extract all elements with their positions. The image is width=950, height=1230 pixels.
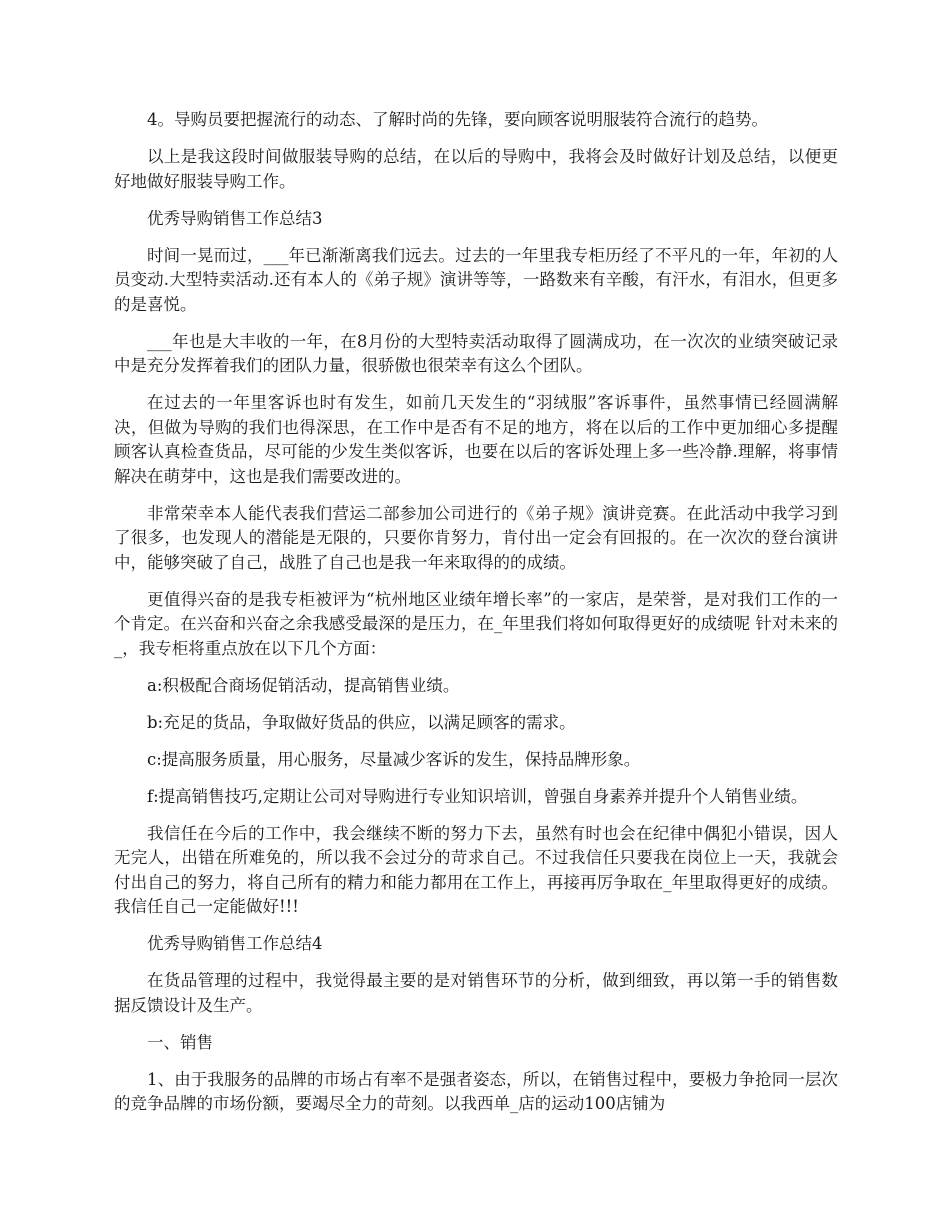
section-heading-4: 优秀导购销售工作总结4	[147, 934, 323, 953]
list-item-c: c:提高服务质量，用心服务，尽量减少客诉的发生，保持品牌形象。	[147, 749, 641, 769]
subheading-sales: 一、销售	[147, 1032, 213, 1052]
list-item-b: b:充足的货品，争取做好货品的供应，以满足顾客的需求。	[147, 712, 576, 732]
paragraph-goods-management: 在货品管理的过程中，我觉得最主要的是对销售环节的分析，做到细致，再以第一手的销售数据反馈设计及生产。	[114, 971, 838, 1015]
paragraph-summary-closing: 以上是我这段时间做服装导购的总结，在以后的导购中，我将会及时做好计划及总结，以便更好地做好服装导购工作。	[114, 147, 838, 191]
paragraph-honor: 更值得兴奋的是我专柜被评为“杭州地区业绩年增长率”的一家店，是荣誉，是对我们工作的一个肯定。在兴奋和兴奋之余我感受最深的是压力，在_年里我们将如何取得更好的成绩呢 针对未来的_，我专柜将重点放在以下几个方面：	[114, 589, 838, 658]
paragraph-harvest-year: ___年也是大丰收的一年，在8月份的大型特卖活动取得了圆满成功，在一次次的业绩突破记录中是充分发挥着我们的团队力量，很骄傲也很荣幸有这么个团队。	[114, 331, 838, 375]
list-item-a: a:积极配合商场促销活动，提高销售业绩。	[147, 675, 460, 695]
document-page	[114, 108, 838, 1129]
paragraph-complaints: 在过去的一年里客诉也时有发生，如前几天发生的“羽绒服”客诉事件，虽然事情已经圆满解决，但做为导购的我们也得深思，在工作中是否有不足的地方，将在以后的工作中更加细心多提醒顾客认真检查货品，尽可能的少发生类似客诉，也要在以后的客诉处理上多一些冷静.理解，将事情解决在萌芽中，这也是我们需要改进的。	[114, 393, 838, 486]
paragraph-sales-point-1: 1、由于我服务的品牌的市场占有率不是强者姿态，所以，在销售过程中，要极力争抢同一层次的竞争品牌的市场份额，要竭尽全力的苛刻。以我西单_店的运动100店铺为	[114, 1069, 838, 1113]
paragraph-confidence: 我信任在今后的工作中，我会继续不断的努力下去，虽然有时也会在纪律中偶犯小错误，因人无完人，出错在所难免的，所以我不会过分的苛求自己。不过我信任只要我在岗位上一天，我就会付出自己的努力，将自己所有的精力和能力都用在工作上，再接再厉争取在_年里取得更好的成绩。我信任自己一定能做好!!!	[114, 823, 838, 916]
paragraph-trend-tip: 4。导购员要把握流行的动态、了解时尚的先锋，要向顾客说明服装符合流行的趋势。	[147, 110, 768, 129]
paragraph-year-review: 时间一晃而过，___年已渐渐离我们远去。过去的一年里我专柜历经了不平凡的一年，年初的人员变动.大型特卖活动.还有本人的《弟子规》演讲等等，一路数来有辛酸，有汗水，有泪水，但更多的是喜悦。	[114, 245, 838, 314]
list-item-f: f:提高销售技巧,定期让公司对导购进行专业知识培训，曾强自身素养并提升个人销售业绩。	[147, 786, 808, 806]
paragraph-speech-contest: 非常荣幸本人能代表我们营运二部参加公司进行的《弟子规》演讲竞赛。在此活动中我学习到了很多，也发现人的潜能是无限的，只要你肯努力，肯付出一定会有回报的。在一次次的登台演讲中，能够突破了自己，战胜了自己也是我一年来取得的的成绩。	[114, 503, 838, 572]
section-heading-3: 优秀导购销售工作总结3	[147, 208, 323, 228]
